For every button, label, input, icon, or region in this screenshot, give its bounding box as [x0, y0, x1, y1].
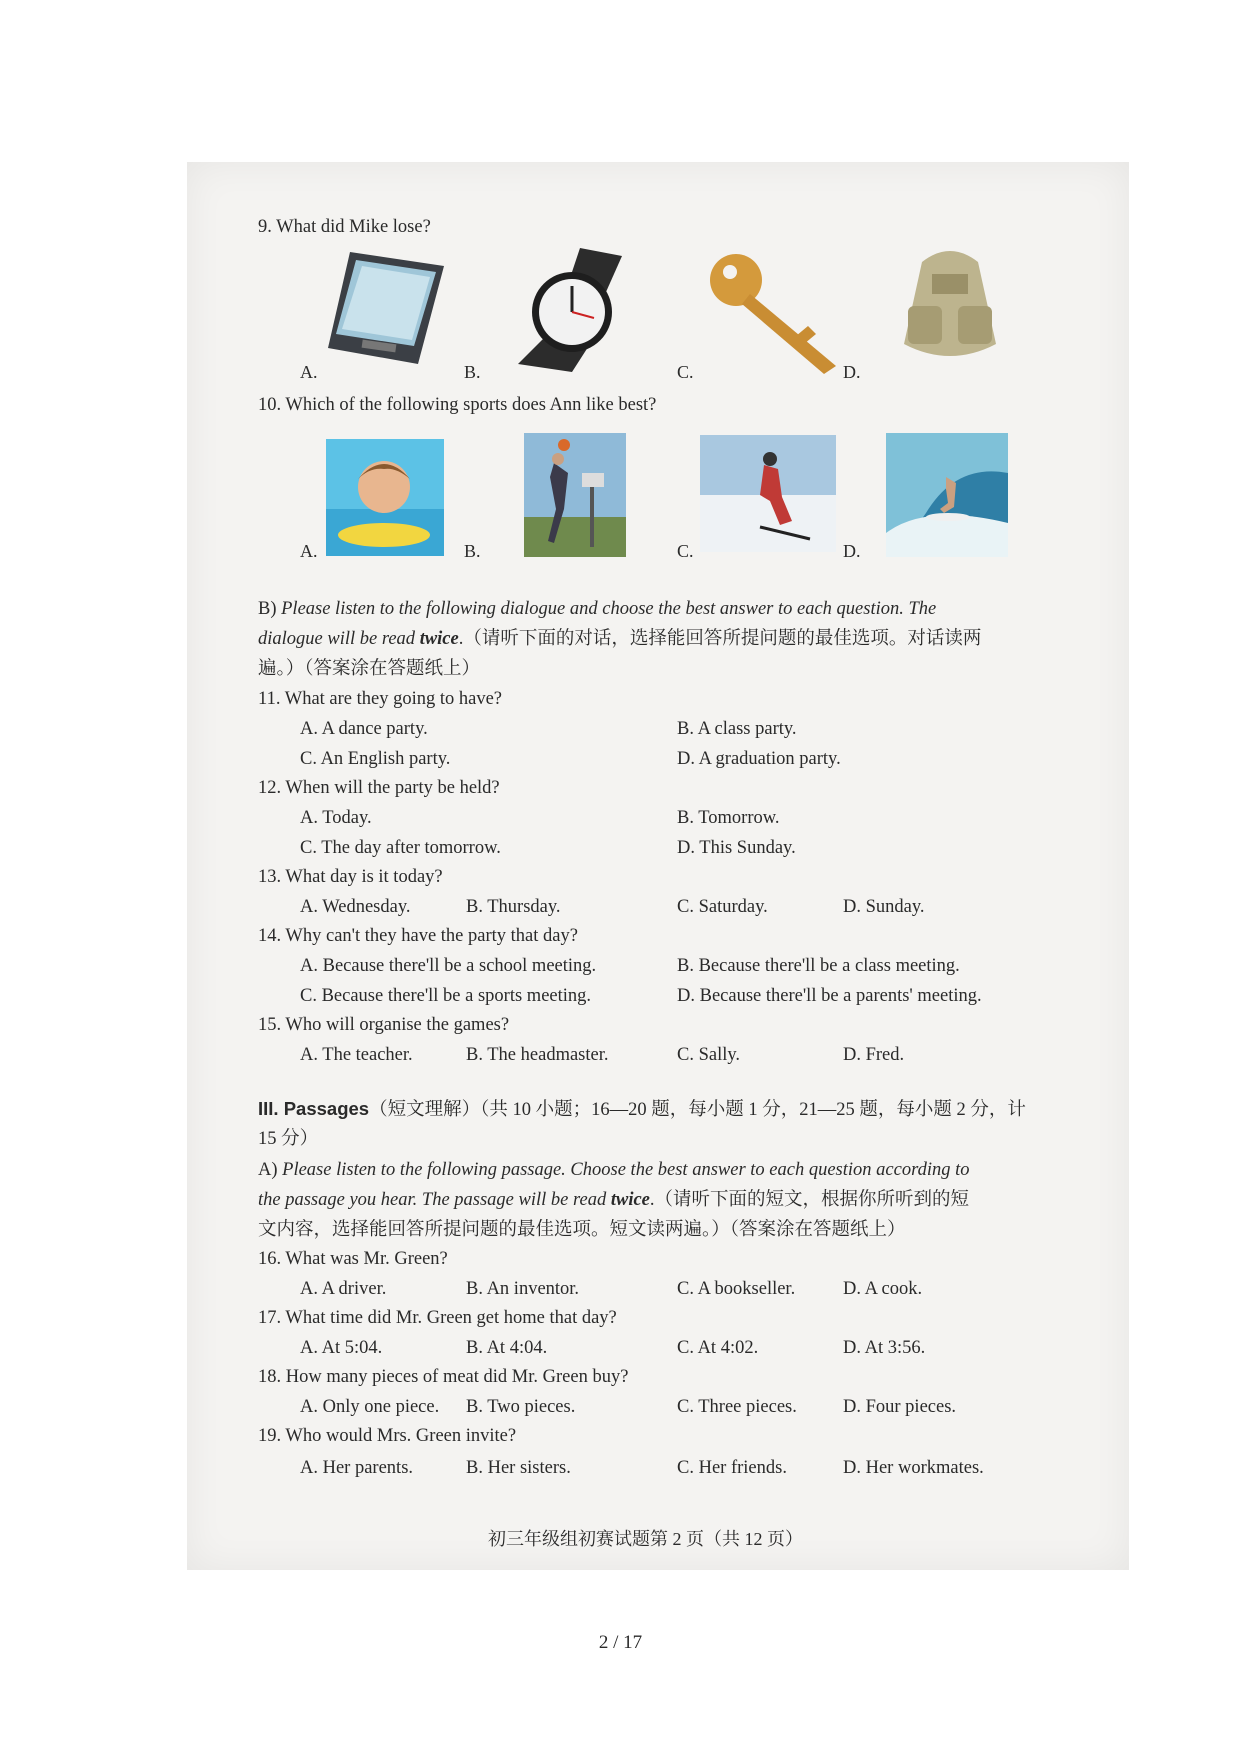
q18-option-b: B. Two pieces.	[466, 1397, 576, 1417]
q11-option-b: B. A class party.	[677, 719, 797, 739]
backpack-icon	[892, 244, 1008, 366]
q16-option-c: C. A bookseller.	[677, 1279, 796, 1299]
q15-option-b: B. The headmaster.	[466, 1045, 609, 1065]
q14-option-a: A. Because there'll be a school meeting.	[300, 956, 597, 976]
question-13: 13. What day is it today?	[258, 867, 443, 887]
q9-option-b: B.	[464, 362, 481, 382]
q10-option-d: D.	[843, 541, 861, 561]
basketball-photo	[524, 433, 626, 557]
swimming-photo	[326, 439, 444, 556]
section-iii-a-line-3: 文内容，选择能回答所提问题的最佳选项。短文读两遍。）（答案涂在答题纸上）	[258, 1220, 906, 1240]
q14-option-d: D. Because there'll be a parents' meeting.	[677, 986, 982, 1006]
q18-option-c: C. Three pieces.	[677, 1397, 797, 1417]
q19-option-b: B. Her sisters.	[466, 1458, 571, 1478]
q10-option-a: A.	[300, 541, 318, 561]
q10-option-b: B.	[464, 541, 481, 561]
question-10: 10. Which of the following sports does Ann like best?	[258, 395, 657, 415]
question-19: 19. Who would Mrs. Green invite?	[258, 1426, 517, 1446]
question-15: 15. Who will organise the games?	[258, 1015, 510, 1035]
surfing-photo	[886, 433, 1008, 557]
q12-option-c: C. The day after tomorrow.	[300, 838, 501, 858]
q19-option-a: A. Her parents.	[300, 1458, 414, 1478]
question-14: 14. Why can't they have the party that day?	[258, 926, 578, 946]
q19-option-c: C. Her friends.	[677, 1458, 787, 1478]
q11-option-d: D. A graduation party.	[677, 749, 841, 769]
q14-option-b: B. Because there'll be a class meeting.	[677, 956, 960, 976]
page-number: 2 / 17	[598, 1632, 643, 1653]
q18-option-a: A. Only one piece.	[300, 1397, 440, 1417]
q16-option-a: A. A driver.	[300, 1279, 387, 1299]
q18-option-d: D. Four pieces.	[843, 1397, 957, 1417]
q17-option-d: D. At 3:56.	[843, 1338, 926, 1358]
q13-option-d: D. Sunday.	[843, 897, 925, 917]
exam-page-footer: 初三年级组初赛试题第 2 页（共 12 页）	[488, 1529, 803, 1549]
question-11: 11. What are they going to have?	[258, 689, 503, 709]
q17-option-c: C. At 4:02.	[677, 1338, 759, 1358]
question-18: 18. How many pieces of meat did Mr. Green buy?	[258, 1367, 629, 1387]
question-16: 16. What was Mr. Green?	[258, 1249, 448, 1269]
mobile-device-icon	[322, 246, 450, 368]
q16-option-d: D. A cook.	[843, 1279, 923, 1299]
section-b-line-1: B) Please listen to the following dialogue and choose the best answer to each question. The	[258, 599, 937, 619]
q13-option-c: C. Saturday.	[677, 897, 768, 917]
q19-option-d: D. Her workmates.	[843, 1458, 984, 1478]
question-17: 17. What time did Mr. Green get home that day?	[258, 1308, 617, 1328]
q14-option-c: C. Because there'll be a sports meeting.	[300, 986, 592, 1006]
q15-option-a: A. The teacher.	[300, 1045, 413, 1065]
skiing-photo	[700, 435, 836, 552]
q12-option-b: B. Tomorrow.	[677, 808, 780, 828]
wristwatch-icon	[510, 246, 646, 374]
q15-option-c: C. Sally.	[677, 1045, 741, 1065]
q12-option-a: A. Today.	[300, 808, 372, 828]
q13-option-b: B. Thursday.	[466, 897, 561, 917]
scanned-exam-page	[187, 162, 1129, 1570]
key-icon	[704, 250, 840, 376]
q13-option-a: A. Wednesday.	[300, 897, 411, 917]
section-b-line-3: 遍。）（答案涂在答题纸上）	[258, 659, 481, 679]
q9-option-a: A.	[300, 362, 318, 382]
q16-option-b: B. An inventor.	[466, 1279, 580, 1299]
q9-option-c: C.	[677, 362, 694, 382]
section-iii-title: III. Passages（短文理解）（共 10 小题；16—20 题，每小题 1 分，21—25 题，每小题 2 分，计	[258, 1098, 1026, 1120]
q12-option-d: D. This Sunday.	[677, 838, 796, 858]
q17-option-a: A. At 5:04.	[300, 1338, 383, 1358]
q17-option-b: B. At 4:04.	[466, 1338, 548, 1358]
section-b-line-2: dialogue will be read twice.（请听下面的对话，选择能回答所提问题的最佳选项。对话读两	[258, 629, 982, 649]
question-12: 12. When will the party be held?	[258, 778, 500, 798]
q10-option-c: C.	[677, 541, 694, 561]
section-iii-title-line-2: 15 分）	[258, 1129, 319, 1149]
q15-option-d: D. Fred.	[843, 1045, 905, 1065]
q11-option-a: A. A dance party.	[300, 719, 428, 739]
q9-option-d: D.	[843, 362, 861, 382]
question-9: 9. What did Mike lose?	[258, 217, 431, 237]
section-iii-a-line-1: A) Please listen to the following passage. Choose the best answer to each question according to	[258, 1160, 970, 1180]
section-iii-a-line-2: the passage you hear. The passage will be read twice.（请听下面的短文，根据你所听到的短	[258, 1190, 970, 1210]
q11-option-c: C. An English party.	[300, 749, 451, 769]
